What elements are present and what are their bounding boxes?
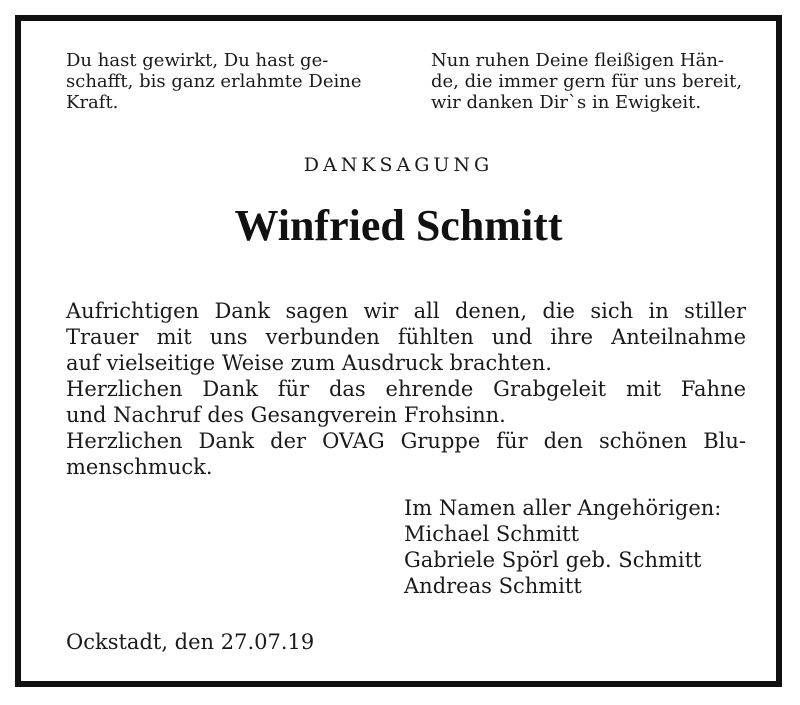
notice-heading: DANKSAGUNG [303, 154, 494, 176]
mourner-name: Michael Schmitt [404, 522, 580, 546]
signoff-block [404, 495, 721, 599]
thanks-line: auf vielseitige Weise zum Ausdruck brachten. [66, 351, 552, 375]
notice-frame [15, 15, 782, 687]
thanks-line: menschmuck. [66, 455, 213, 479]
verse-right [431, 50, 742, 113]
verse-right-line: wir danken Dir`s in Ewigkeit. [431, 92, 702, 113]
thanks-line: Herzlichen Dank für das ehrende Grabgeleit mit Fahne [66, 377, 746, 401]
verse-left-line: Kraft. [66, 92, 119, 113]
thanks-line: Trauer mit uns verbunden fühlten und ihre Anteilnahme [66, 325, 746, 349]
verse-right-line: Nun ruhen Deine fleißigen Hän- [431, 50, 725, 71]
place-date: Ockstadt, den 27.07.19 [66, 630, 315, 654]
thanks-line: Herzlichen Dank der OVAG Gruppe für den schönen Blu- [66, 429, 746, 453]
verse-right-line: de, die immer gern für uns bereit, [431, 71, 743, 92]
verse-left [66, 50, 362, 113]
thanks-line: Aufrichtigen Dank sagen wir all denen, die sich in stiller [66, 299, 746, 323]
signoff-intro: Im Namen aller Angehörigen: [404, 496, 722, 520]
deceased-name: Winfried Schmitt [234, 201, 563, 250]
mourner-name: Gabriele Spörl geb. Schmitt [404, 548, 702, 572]
mourner-name: Andreas Schmitt [404, 574, 582, 598]
thanks-text [66, 298, 746, 480]
verse-left-line: schafft, bis ganz erlahmte Deine [66, 71, 362, 92]
thanks-line: und Nachruf des Gesangverein Frohsinn. [66, 403, 506, 427]
verse-left-line: Du hast gewirkt, Du hast ge- [66, 50, 329, 71]
